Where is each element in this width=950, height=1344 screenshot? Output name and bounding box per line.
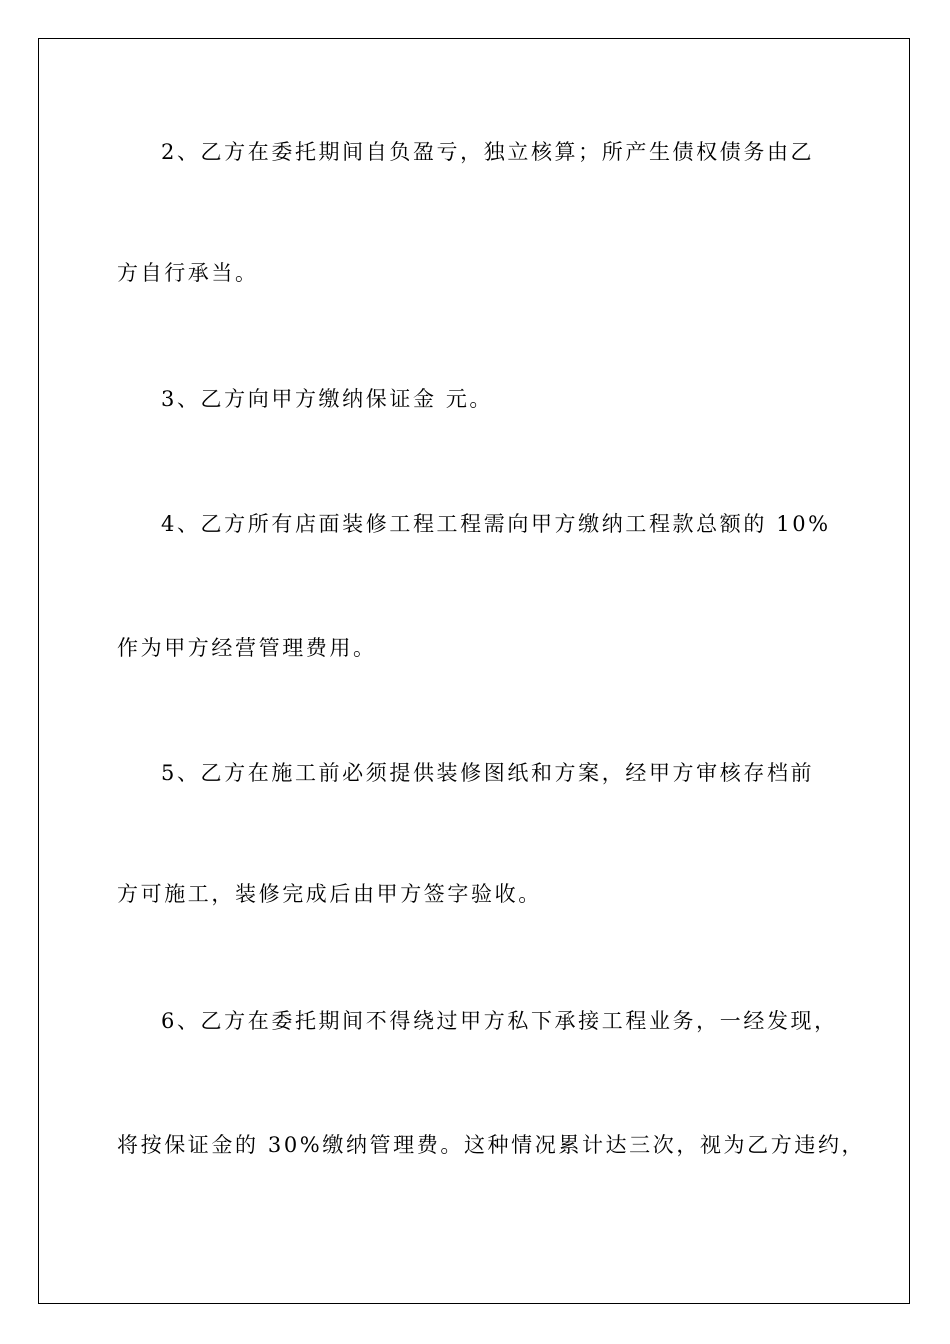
clause-4-line-2: 作为甲方经营管理费用。 [117, 636, 377, 660]
clause-6-line-2: 将按保证金的 30%缴纳管理费。这种情况累计达三次，视为乙方违约， [117, 1133, 866, 1157]
clause-5-line-1: 5、乙方在施工前必须提供装修图纸和方案，经甲方审核存档前 [161, 761, 815, 785]
page-border [38, 38, 910, 1304]
clause-6-line-1: 6、乙方在委托期间不得绕过甲方私下承接工程业务，一经发现， [161, 1009, 838, 1033]
clause-2-line-1: 2、乙方在委托期间自负盈亏，独立核算；所产生债权债务由乙 [161, 140, 815, 164]
clause-2-line-2: 方自行承当。 [117, 261, 259, 285]
clause-4-line-1: 4、乙方所有店面装修工程工程需向甲方缴纳工程款总额的 10% [161, 512, 831, 536]
clause-3-line-1: 3、乙方向甲方缴纳保证金 元。 [161, 387, 494, 411]
clause-5-line-2: 方可施工，装修完成后由甲方签字验收。 [117, 882, 542, 906]
